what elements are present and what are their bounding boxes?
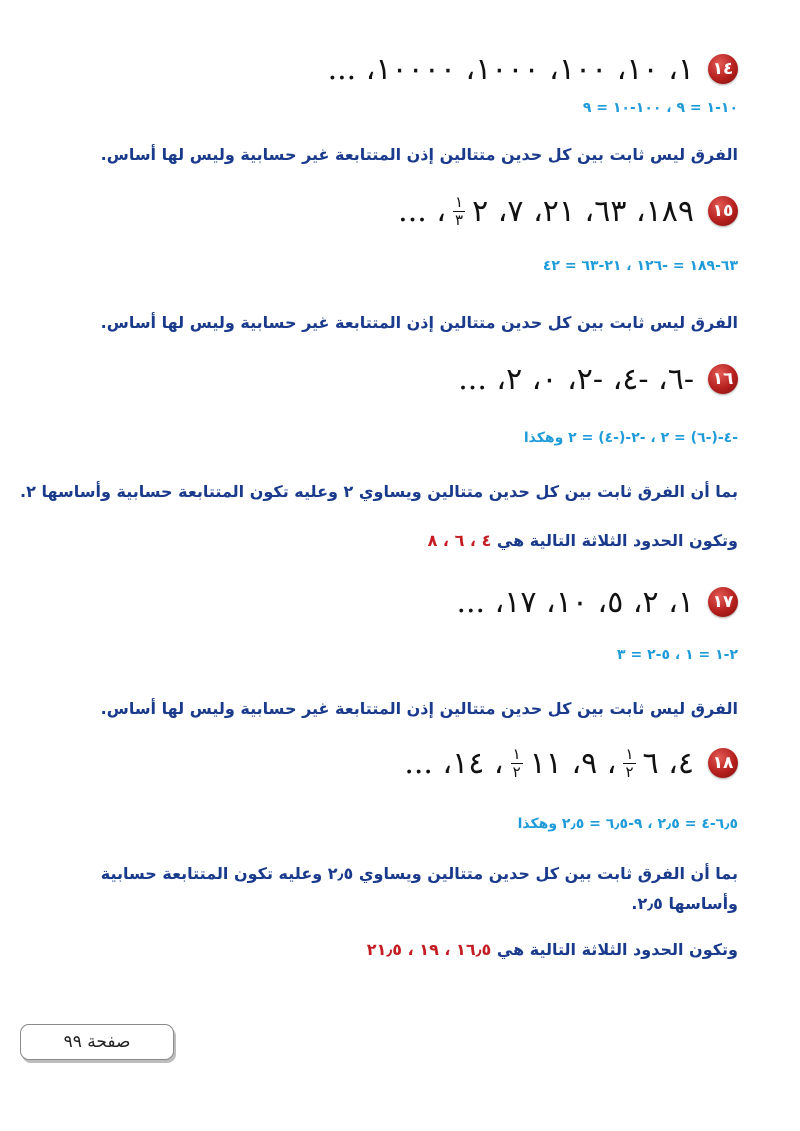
next-terms-values: ١٦٫٥ ، ١٩ ، ٢١٫٥	[366, 940, 492, 959]
sequence-terms: ١٨٩، ٦٣، ٢١، ٧، ٢ $\frac{١}{٣}$ ، ...	[398, 192, 694, 229]
problem-18-differences: ٦٫٥-٤ = ٢٫٥ ، ٩-٦٫٥ = ٢٫٥ وهكذا	[517, 816, 738, 832]
sequence-terms: -٦، -٤، -٢، ٠، ٢، ...	[458, 361, 694, 397]
problem-16-sequence	[40, 356, 738, 402]
problem-17-sequence	[40, 579, 738, 625]
problem-16-next-terms: وتكون الحدود الثلاثة التالية هي ٤ ، ٦ ، ٨	[427, 531, 738, 550]
problem-number-badge: ١٨	[708, 748, 738, 778]
problem-18-sequence	[40, 740, 738, 786]
sequence-terms: ١، ٢، ٥، ١٠، ١٧، ...	[456, 584, 694, 620]
problem-14-conclusion: الفرق ليس ثابت بين كل حدين متتالين إذن المتتابعة غير حسابية وليس لها أساس.	[100, 145, 738, 164]
problem-number-badge: ١٥	[708, 196, 738, 226]
problem-17-differences: ٢-١ = ١ ، ٥-٢ = ٣	[617, 647, 738, 663]
problem-14-differences: ١٠-١ = ٩ ، ١٠٠-١٠ = ٩	[582, 100, 738, 116]
problem-16-differences: -٤-(-٦) = ٢ ، -٢-(-٤) = ٢ وهكذا	[523, 430, 738, 446]
problem-18-conclusion-line1: بما أن الفرق ثابت بين كل حدين متتالين ويساوي ٢٫٥ وعليه تكون المتتابعة حسابية	[100, 864, 738, 883]
problem-15-conclusion: الفرق ليس ثابت بين كل حدين متتالين إذن المتتابعة غير حسابية وليس لها أساس.	[100, 313, 738, 332]
sequence-terms: ٤، ٦ $\frac{١}{٢}$ ، ٩، ١١ $\frac{١}{٢}$ ، ١٤، ...	[404, 744, 694, 781]
sequence-terms: ١، ١٠، ١٠٠، ١٠٠٠، ١٠٠٠٠، ...	[327, 51, 694, 87]
fraction-one-half: $\frac{١}{٢}$	[625, 744, 634, 781]
problem-18-next-terms: وتكون الحدود الثلاثة التالية هي ١٦٫٥ ، ١٩ ، ٢١٫٥	[366, 940, 738, 959]
problem-number-badge: ١٦	[708, 364, 738, 394]
problem-14-sequence	[40, 46, 738, 92]
fraction-one-half: $\frac{١}{٢}$	[512, 744, 521, 781]
problem-16-conclusion: بما أن الفرق ثابت بين كل حدين متتالين ويساوي ٢ وعليه تكون المتتابعة حسابية وأساسها ٢.	[20, 482, 738, 501]
next-terms-values: ٤ ، ٦ ، ٨	[427, 531, 492, 550]
problem-15-sequence	[40, 188, 738, 234]
fraction-one-third: $\frac{١}{٣}$	[455, 192, 464, 229]
problem-15-differences: ٦٣-١٨٩ = -١٢٦ ، ٢١-٦٣ = ٤٢	[542, 258, 738, 274]
page-number: صفحة ٩٩	[63, 1032, 131, 1052]
problem-17-conclusion: الفرق ليس ثابت بين كل حدين متتالين إذن المتتابعة غير حسابية وليس لها أساس.	[100, 699, 738, 718]
problem-18-conclusion-line2: وأساسها ٢٫٥.	[631, 894, 738, 913]
page-number-box	[20, 1024, 174, 1060]
problem-number-badge: ١٤	[708, 54, 738, 84]
problem-number-badge: ١٧	[708, 587, 738, 617]
